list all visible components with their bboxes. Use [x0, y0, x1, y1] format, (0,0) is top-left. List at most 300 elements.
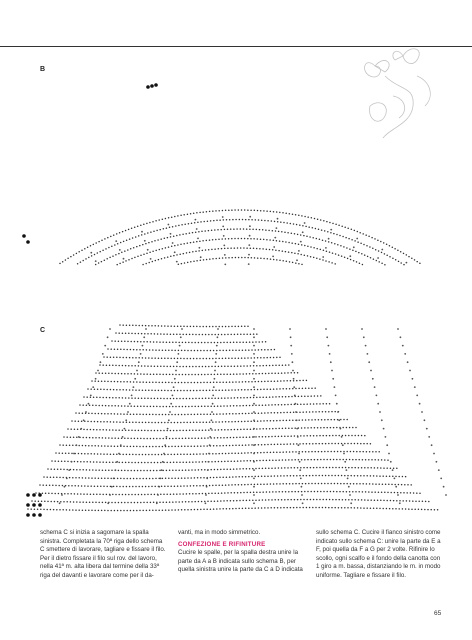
stitch-mark — [294, 372, 296, 374]
stitch-mark — [298, 243, 300, 245]
stitch-mark — [326, 336, 328, 338]
stitch-mark — [239, 468, 241, 470]
stitch-mark — [274, 475, 276, 477]
stitch-mark — [154, 422, 156, 424]
stitch-mark — [191, 501, 193, 503]
stitch-mark — [130, 470, 132, 472]
stitch-mark — [144, 430, 146, 432]
stitch-mark — [368, 236, 370, 238]
stitch-mark — [279, 240, 281, 242]
stitch-mark — [69, 444, 71, 446]
stitch-mark — [370, 507, 372, 509]
stitch-mark — [253, 336, 255, 338]
stitch-mark — [178, 438, 180, 440]
stitch-mark — [197, 350, 199, 352]
stitch-mark — [205, 398, 207, 400]
stitch-mark — [194, 342, 196, 344]
stitch-mark — [338, 443, 340, 445]
stitch-mark — [284, 404, 286, 406]
stitch-mark — [369, 451, 371, 453]
stitch-mark — [263, 258, 265, 260]
stitch-mark — [289, 261, 291, 263]
stitch-mark — [183, 214, 185, 216]
stitch-mark — [270, 475, 272, 477]
stitch-mark — [123, 446, 125, 448]
stitch-mark — [334, 507, 336, 509]
stitch-mark — [263, 452, 265, 454]
stitch-mark — [91, 413, 93, 415]
stitch-mark — [248, 263, 250, 265]
stitch-mark — [88, 257, 90, 259]
stitch-mark — [238, 349, 240, 351]
stitch-mark — [290, 467, 292, 469]
stitch-mark — [364, 467, 366, 469]
stitch-mark — [171, 382, 173, 384]
stitch-mark — [376, 508, 378, 510]
stitch-mark — [328, 475, 330, 477]
stitch-mark — [394, 248, 396, 250]
stitch-mark — [223, 437, 225, 439]
stitch-mark — [108, 437, 110, 439]
stitch-mark — [246, 500, 248, 502]
stitch-mark — [323, 427, 325, 429]
stitch-mark — [172, 342, 174, 344]
stitch-mark — [160, 430, 162, 432]
stitch-mark — [163, 430, 165, 432]
stitch-mark — [102, 397, 104, 399]
stitch-mark — [199, 485, 201, 487]
stitch-mark — [301, 215, 303, 217]
stitch-mark — [321, 419, 323, 421]
stitch-mark — [157, 430, 159, 432]
stitch-mark — [351, 467, 353, 469]
stitch-mark — [197, 222, 199, 224]
stitch-mark — [274, 380, 276, 382]
stitch-mark — [140, 373, 142, 375]
stitch-mark — [200, 477, 202, 479]
stitch-mark — [310, 395, 312, 397]
stitch-mark — [357, 241, 359, 243]
stitch-mark — [146, 252, 148, 254]
stitch-mark — [286, 475, 288, 477]
stitch-mark — [296, 419, 298, 421]
stitch-mark — [267, 381, 269, 383]
stitch-mark — [61, 494, 63, 496]
stitch-mark — [245, 508, 247, 510]
stitch-mark — [69, 477, 71, 479]
stitch-mark — [378, 491, 380, 493]
stitch-mark — [287, 467, 289, 469]
stitch-mark — [215, 258, 217, 260]
stitch-mark — [371, 237, 373, 239]
stitch-mark — [253, 444, 255, 446]
stitch-mark — [174, 477, 176, 479]
stitch-mark — [198, 366, 200, 368]
stitch-mark — [63, 501, 65, 503]
stitch-mark — [248, 444, 250, 446]
stitch-mark — [88, 477, 90, 479]
stitch-mark — [217, 336, 219, 338]
stitch-mark — [300, 467, 302, 469]
stitch-mark — [375, 249, 377, 251]
stitch-mark — [361, 499, 363, 501]
stitch-mark — [113, 421, 115, 423]
stitch-mark — [182, 374, 184, 376]
stitch-mark — [79, 404, 81, 406]
stitch-mark — [253, 353, 255, 355]
stitch-mark — [107, 348, 109, 350]
stitch-mark — [290, 507, 292, 509]
stitch-mark — [122, 261, 124, 263]
stitch-mark — [170, 422, 172, 424]
stitch-mark — [208, 429, 210, 431]
stitch-mark — [262, 229, 264, 231]
stitch-mark — [421, 411, 423, 413]
stitch-mark — [162, 478, 164, 480]
stitch-mark — [106, 258, 108, 260]
stitch-mark — [107, 502, 109, 504]
stitch-mark — [90, 396, 92, 398]
stitch-mark — [108, 405, 110, 407]
stitch-mark — [342, 499, 344, 501]
stitch-mark — [302, 443, 304, 445]
stitch-mark — [104, 345, 106, 347]
stitch-mark — [174, 325, 176, 327]
stitch-mark — [211, 461, 213, 463]
stitch-mark — [310, 256, 312, 258]
stitch-mark — [173, 493, 175, 495]
stitch-mark — [167, 256, 169, 258]
stitch-mark — [193, 213, 195, 215]
stitch-mark — [137, 438, 139, 440]
stitch-mark — [113, 356, 115, 358]
stitch-mark — [358, 252, 360, 254]
stitch-mark — [162, 414, 164, 416]
stitch-mark — [383, 242, 385, 244]
stitch-mark — [134, 470, 136, 472]
stitch-mark — [370, 475, 372, 477]
stitch-mark — [419, 263, 421, 265]
stitch-mark — [143, 341, 145, 343]
stitch-mark — [134, 257, 136, 259]
stitch-mark — [211, 493, 213, 495]
stitch-mark — [159, 341, 161, 343]
stitch-mark — [107, 336, 109, 338]
stitch-mark — [191, 222, 193, 224]
stitch-mark — [94, 421, 96, 423]
stitch-mark — [158, 325, 160, 327]
stitch-mark — [291, 459, 293, 461]
stitch-mark — [214, 397, 216, 399]
stitch-mark — [104, 259, 106, 261]
stitch-mark — [195, 231, 197, 233]
stitch-mark — [54, 460, 56, 462]
stitch-mark — [392, 469, 394, 471]
stitch-mark — [234, 484, 236, 486]
stitch-mark — [273, 240, 275, 242]
stitch-mark — [366, 245, 368, 247]
stitch-mark — [193, 422, 195, 424]
stitch-mark — [214, 334, 216, 336]
stitch-mark — [98, 510, 100, 512]
stitch-mark — [276, 388, 278, 390]
stitch-mark — [145, 422, 147, 424]
stitch-mark — [282, 420, 284, 422]
stitch-mark — [265, 468, 267, 470]
stitch-mark — [244, 209, 246, 211]
stitch-mark — [272, 428, 274, 430]
stitch-mark — [211, 419, 213, 421]
stitch-mark — [194, 382, 196, 384]
stitch-mark — [80, 493, 82, 495]
stitch-mark — [377, 500, 379, 502]
stitch-mark — [123, 241, 125, 243]
stitch-mark — [283, 443, 285, 445]
stitch-mark — [337, 411, 339, 413]
stitch-mark — [130, 413, 132, 415]
stitch-mark — [181, 477, 183, 479]
stitch-mark — [282, 483, 284, 485]
stitch-mark — [267, 220, 269, 222]
stitch-mark — [128, 333, 130, 335]
stitch-mark — [192, 334, 194, 336]
stitch-mark — [179, 253, 181, 255]
stitch-mark — [409, 500, 411, 502]
stitch-mark — [361, 253, 363, 255]
stitch-mark — [127, 405, 129, 407]
stitch-mark — [119, 324, 121, 326]
stitch-mark — [200, 221, 202, 223]
stitch-mark — [379, 475, 381, 477]
stitch-mark — [302, 451, 304, 453]
stitch-mark — [166, 366, 168, 368]
stitch-mark — [127, 411, 129, 413]
stitch-mark — [258, 499, 260, 501]
stitch-mark — [126, 446, 128, 448]
stitch-mark — [206, 358, 208, 360]
stitch-mark — [211, 411, 213, 413]
stitch-mark — [180, 215, 182, 217]
stitch-mark — [311, 217, 313, 219]
stitch-mark — [419, 492, 421, 494]
instructions-text-1: schema C si inizia a sagomare la spalla sinistra. Completata la 70ª riga dello schema C smettere di lavorare, tagliare e fissare il filo. Per il dietro fissare il filo sul rov. del lavoro, nella 41ª m. alta libera dal termine della 33ª riga del davanti e lavorare come per il da- — [40, 529, 166, 579]
stitch-mark — [299, 469, 301, 471]
stitch-mark — [122, 389, 124, 391]
stitch-mark — [200, 260, 202, 262]
stitch-mark — [291, 242, 293, 244]
stitch-mark — [201, 437, 203, 439]
stitch-mark — [223, 500, 225, 502]
stitch-mark — [102, 405, 104, 407]
stitch-mark — [249, 500, 251, 502]
stitch-mark — [149, 446, 151, 448]
stitch-mark — [230, 342, 232, 344]
stitch-mark — [152, 261, 154, 263]
stitch-mark — [221, 238, 223, 240]
stitch-mark — [301, 396, 303, 398]
stitch-mark — [262, 248, 264, 250]
stitch-mark — [118, 397, 120, 399]
stitch-mark — [351, 435, 353, 437]
stitch-mark — [111, 502, 113, 504]
stitch-mark — [292, 262, 294, 264]
stitch-mark — [414, 509, 416, 511]
stitch-mark — [274, 467, 276, 469]
stitch-mark — [348, 467, 350, 469]
stitch-mark — [266, 388, 268, 390]
stitch-mark — [150, 470, 152, 472]
stitch-mark — [101, 477, 103, 479]
stitch-mark — [294, 427, 296, 429]
stitch-mark — [76, 437, 78, 439]
stitch-mark — [263, 483, 265, 485]
stitch-mark — [138, 357, 140, 359]
stitch-mark — [178, 406, 180, 408]
chart-b-label: B — [40, 66, 46, 73]
stitch-mark — [67, 428, 69, 430]
stitch-mark — [154, 390, 156, 392]
stitch-mark — [303, 403, 305, 405]
stitch-mark — [152, 478, 154, 480]
stitch-mark — [241, 209, 243, 211]
stitch-mark — [162, 509, 164, 511]
stitch-mark — [198, 231, 200, 233]
stitch-mark — [362, 451, 364, 453]
stitch-mark — [159, 249, 161, 251]
stitch-mark — [251, 257, 253, 259]
stitch-mark — [325, 328, 327, 330]
stitch-mark — [389, 508, 391, 510]
stitch-mark — [78, 445, 80, 447]
stitch-mark — [122, 397, 124, 399]
stitch-mark — [132, 357, 134, 359]
stitch-mark — [376, 475, 378, 477]
stitch-mark — [115, 254, 117, 256]
stitch-mark — [290, 223, 292, 225]
stitch-mark — [142, 422, 144, 424]
stitch-mark — [315, 475, 317, 477]
stitch-mark — [162, 446, 164, 448]
stitch-mark — [156, 230, 158, 232]
stitch-mark — [112, 255, 114, 257]
stitch-mark — [142, 478, 144, 480]
stitch-mark — [68, 469, 70, 471]
stitch-mark — [266, 460, 268, 462]
stitch-mark — [213, 413, 215, 415]
stitch-mark — [258, 341, 260, 343]
stitch-mark — [386, 475, 388, 477]
stitch-mark — [356, 261, 358, 263]
stitch-mark — [110, 413, 112, 415]
stitch-mark — [408, 256, 410, 258]
stitch-mark — [416, 261, 418, 263]
stitch-mark — [206, 326, 208, 328]
stitch-mark — [195, 366, 197, 368]
stitch-mark — [299, 507, 301, 509]
stitch-mark — [324, 451, 326, 453]
stitch-mark — [217, 500, 219, 502]
stitch-mark — [134, 333, 136, 335]
stitch-mark — [260, 210, 262, 212]
stitch-mark — [286, 380, 288, 382]
stitch-mark — [251, 476, 253, 478]
stitch-mark — [215, 453, 217, 455]
stitch-mark — [226, 476, 228, 478]
stitch-mark — [114, 502, 116, 504]
stitch-mark — [362, 459, 364, 461]
stitch-mark — [130, 341, 132, 343]
stitch-mark — [255, 219, 256, 221]
stitch-mark — [135, 325, 137, 327]
stitch-mark — [154, 357, 156, 359]
stitch-mark — [225, 453, 227, 455]
stitch-mark — [249, 468, 251, 470]
stitch-mark — [368, 361, 370, 363]
stitch-mark — [265, 499, 267, 501]
stitch-mark — [202, 211, 204, 213]
stitch-mark — [218, 358, 220, 360]
stitch-mark — [276, 227, 278, 229]
stitch-mark — [154, 494, 156, 496]
stitch-mark — [121, 405, 123, 407]
stitch-mark — [234, 397, 236, 399]
stitch-mark — [215, 353, 217, 355]
stitch-mark — [352, 427, 354, 429]
stitch-mark — [282, 396, 284, 398]
stitch-mark — [120, 478, 122, 480]
stitch-mark — [318, 507, 320, 509]
stitch-mark — [222, 453, 224, 455]
stitch-mark — [174, 446, 176, 448]
stitch-mark — [150, 341, 152, 343]
stitch-mark — [92, 405, 94, 407]
stitch-mark — [66, 469, 68, 471]
stitch-mark — [353, 260, 355, 262]
stitch-mark — [140, 225, 142, 227]
stitch-mark — [112, 494, 114, 496]
stitch-mark — [112, 397, 114, 399]
stitch-mark — [285, 241, 287, 243]
stitch-mark — [242, 349, 244, 351]
stitch-mark — [253, 397, 255, 399]
stitch-mark — [209, 358, 211, 360]
stitch-mark — [310, 403, 312, 405]
stitch-mark — [64, 493, 66, 495]
stitch-mark — [174, 350, 176, 352]
stitch-mark — [118, 340, 120, 342]
stitch-mark — [147, 232, 149, 234]
stitch-mark — [124, 470, 126, 472]
stitch-mark — [349, 427, 351, 429]
stitch-mark — [137, 341, 139, 343]
stitch-mark — [190, 326, 192, 328]
stitch-mark — [144, 233, 146, 235]
stitch-mark — [257, 238, 259, 240]
stitch-mark — [233, 373, 235, 375]
stitch-mark — [248, 381, 250, 383]
stitch-mark — [329, 467, 331, 469]
stitch-mark — [331, 475, 333, 477]
stitch-mark — [407, 361, 409, 363]
stitch-mark — [106, 364, 108, 366]
stitch-mark — [286, 451, 288, 453]
stitch-mark — [181, 224, 183, 226]
stitch-mark — [273, 483, 275, 485]
stitch-mark — [282, 241, 284, 243]
stitch-mark — [106, 397, 108, 399]
stitch-mark — [209, 421, 211, 423]
stitch-mark — [164, 486, 166, 488]
